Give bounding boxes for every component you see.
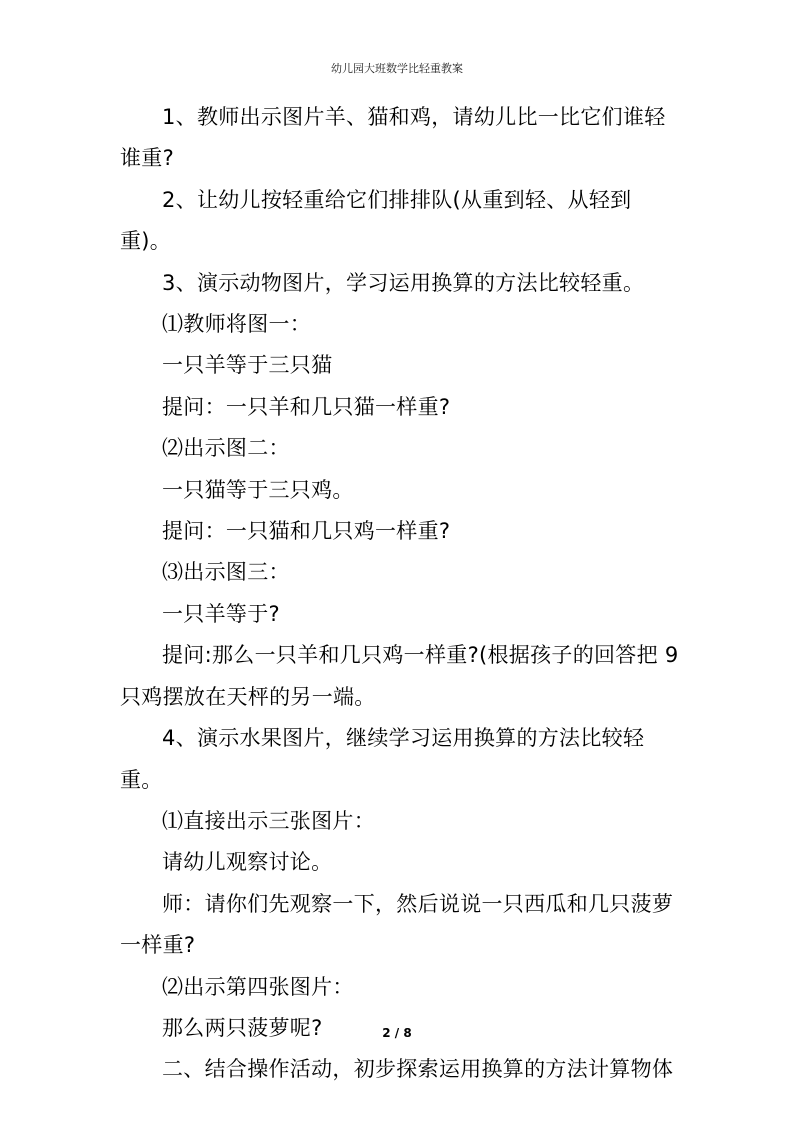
paragraph: 二、结合操作活动，初步探索运用换算的方法计算物体 (162, 1057, 674, 1082)
paragraph: ⑴教师将图一： (162, 312, 312, 337)
page-number: 2 / 8 (382, 1026, 412, 1040)
paragraph: 4、演示水果图片，继续学习运用换算的方法比较轻重。 (120, 726, 645, 792)
paragraph: 提问：一只猫和几只鸡一样重? (162, 519, 451, 544)
paragraph: 提问:那么一只羊和几只鸡一样重?(根据孩子的回答把 9 只鸡摆放在天枰的另一端。 (120, 643, 679, 709)
paragraph: 请幼儿观察讨论。 (162, 850, 333, 875)
document-body (120, 97, 680, 1091)
paragraph: ⑶出示图三： (162, 560, 290, 585)
paragraph: 一只羊等于三只猫 (162, 353, 333, 378)
paragraph: ⑴直接出示三张图片： (162, 808, 375, 833)
page-header: 幼儿园大班数学比轻重教案 (331, 62, 463, 75)
paragraph: ⑵出示第四张图片： (162, 974, 354, 999)
paragraph: 提问：一只羊和几只猫一样重? (162, 394, 451, 419)
paragraph: 一只猫等于三只鸡。 (162, 477, 354, 502)
paragraph: 那么两只菠萝呢? (162, 1015, 323, 1040)
paragraph: 一只羊等于? (162, 601, 280, 626)
paragraph: 1、教师出示图片羊、猫和鸡，请幼儿比一比它们谁轻谁重? (120, 105, 666, 171)
paragraph: 师：请你们先观察一下，然后说说一只西瓜和几只菠萝一样重? (120, 891, 674, 958)
paragraph: 3、演示动物图片，学习运用换算的方法比较轻重。 (162, 270, 645, 295)
paragraph: 2、让幼儿按轻重给它们排排队(从重到轻、从轻到重)。 (120, 187, 632, 254)
paragraph: ⑵出示图二： (162, 436, 290, 461)
